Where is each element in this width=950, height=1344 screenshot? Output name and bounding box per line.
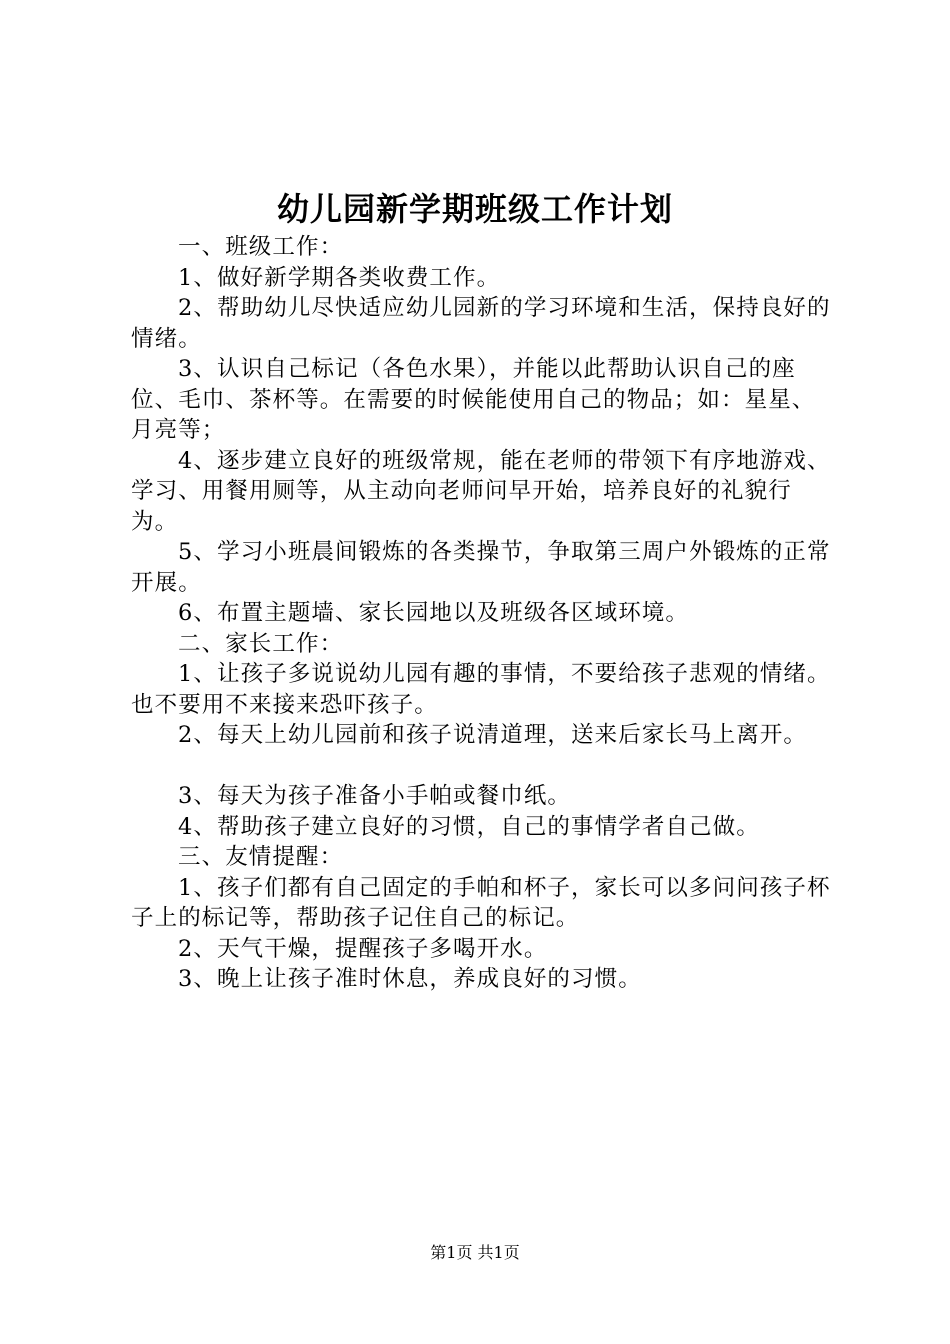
section-heading-friendly-reminder: 三、友情提醒： (178, 844, 344, 870)
section-heading-class-work: 一、班级工作： (178, 234, 344, 260)
paragraph: 4、帮助孩子建立良好的习惯，自己的事情学者自己做。 (178, 813, 760, 840)
section-heading-parent-work: 二、家长工作： (178, 630, 344, 657)
paragraph: 3、晚上让孩子准时休息，养成良好的习惯。 (178, 966, 642, 992)
paragraph: 2、每天上幼儿园前和孩子说清道理，送来后家长马上离开。 (178, 722, 808, 748)
paragraph: 5、学习小班晨间锻炼的各类操节，争取第三周户外锻炼的正常开展。 (131, 539, 831, 596)
paragraph: 4、逐步建立良好的班级常规，能在老师的带领下有序地游戏、学习、用餐用厕等，从主动向老师问早开始，培养良好的礼貌行为。 (131, 447, 831, 535)
paragraph: 1、让孩子多说说幼儿园有趣的事情，不要给孩子悲观的情绪。也不要用不来接来恐吓孩子。 (131, 661, 831, 718)
paragraph: 3、每天为孩子准备小手帕或餐巾纸。 (178, 783, 572, 809)
paragraph: 2、天气干燥，提醒孩子多喝开水。 (178, 935, 548, 962)
page-number-footer: 第1页 共1页 (430, 1243, 520, 1262)
document-body (131, 232, 831, 995)
paragraph: 2、帮助幼儿尽快适应幼儿园新的学习环境和生活，保持良好的情绪。 (131, 295, 831, 352)
paragraph: 3、认识自己标记（各色水果），并能以此帮助认识自己的座位、毛巾、茶杯等。在需要的时候能使用自己的物品；如：星星、月亮等； (131, 356, 816, 443)
paragraph: 6、布置主题墙、家长园地以及班级各区域环境。 (178, 600, 690, 626)
paragraph: 1、孩子们都有自己固定的手帕和杯子，家长可以多问问孩子杯子上的标记等，帮助孩子记住自己的标记。 (131, 874, 831, 931)
paragraph: 1、做好新学期各类收费工作。 (178, 264, 501, 291)
document-title: 幼儿园新学期班级工作计划 (276, 190, 673, 228)
